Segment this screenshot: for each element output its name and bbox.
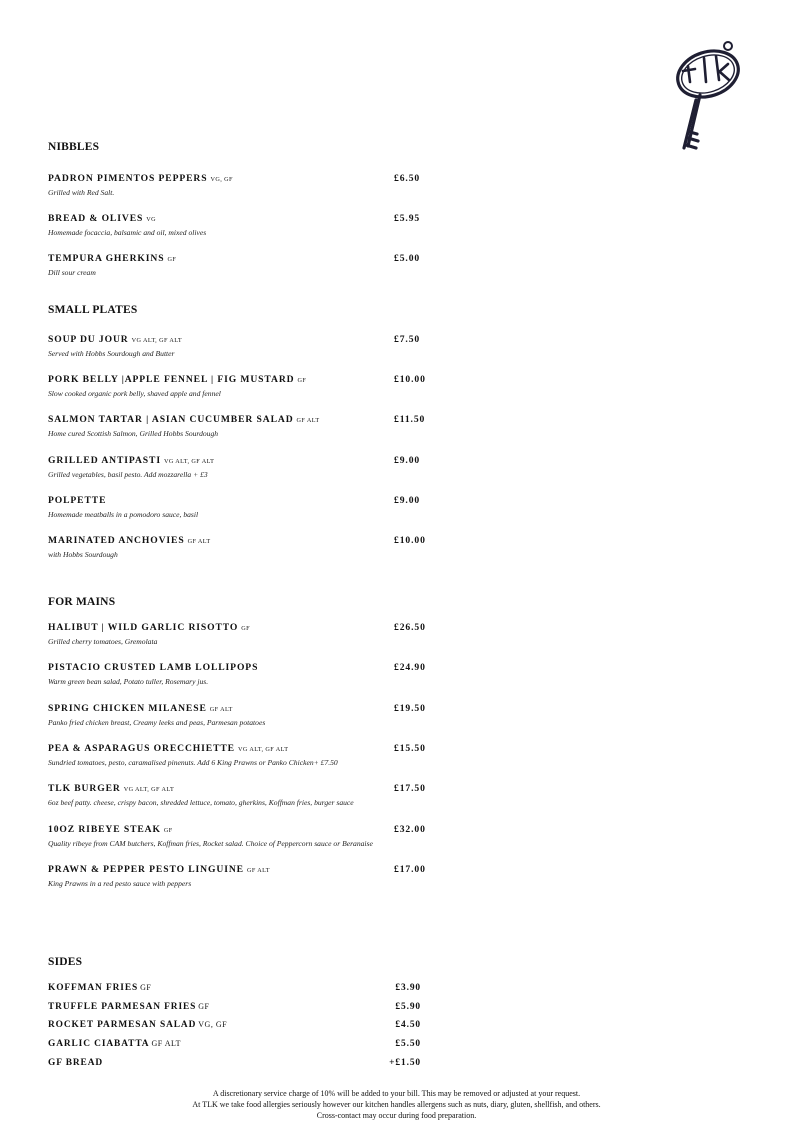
side-name: KOFFMAN FRIES	[48, 983, 139, 993]
side-tag: GF	[198, 1002, 210, 1011]
item-name: POLPETTE	[48, 495, 107, 506]
menu-item	[48, 864, 448, 888]
item-tag: GF	[241, 625, 251, 632]
item-price: £11.50	[394, 414, 426, 425]
side-tag: GF ALT	[151, 1039, 182, 1048]
section-title-small-plates: SMALL PLATES	[48, 304, 138, 316]
item-price: £5.00	[394, 253, 421, 264]
menu-item	[48, 824, 448, 848]
side-price: £5.90	[395, 1002, 421, 1012]
item-description: Home cured Scottish Salmon, Grilled Hobbs Sourdough	[48, 429, 219, 438]
menu-item	[48, 253, 448, 277]
side-item	[48, 1020, 448, 1030]
item-description: with Hobbs Sourdough	[48, 550, 118, 559]
item-name: GRILLED ANTIPASTI	[48, 455, 161, 466]
item-description: Served with Hobbs Sourdough and Butter	[48, 349, 175, 358]
side-price: £3.90	[395, 983, 421, 993]
side-name: GARLIC CIABATTA	[48, 1039, 150, 1049]
item-price: £17.50	[394, 783, 426, 794]
item-description: Grilled cherry tomatoes, Gremolata	[48, 637, 158, 646]
item-price: £15.50	[394, 743, 426, 754]
section-title-nibbles: NIBBLES	[48, 141, 100, 153]
item-tag: GF ALT	[187, 538, 211, 545]
item-name: PADRON PIMENTOS PEPPERS	[48, 173, 208, 184]
item-price: £19.50	[394, 703, 426, 714]
side-price: £4.50	[395, 1020, 421, 1030]
item-tag: VG ALT, GF ALT	[131, 337, 183, 344]
item-tag: VG, GF	[210, 176, 233, 183]
item-description: King Prawns in a red pesto sauce with peppers	[48, 879, 192, 888]
item-tag: GF	[163, 827, 173, 834]
item-price: £10.00	[394, 374, 426, 385]
footer-notice	[0, 1088, 793, 1121]
item-description: Grilled vegetables, basil pesto. Add mozzarella + £3	[48, 470, 208, 479]
menu-item	[48, 783, 448, 807]
item-description: 6oz beef patty. cheese, crispy bacon, shredded lettuce, tomato, gherkins, Koffman fries, burger sauce	[48, 798, 354, 807]
side-name: ROCKET PARMESAN SALAD	[48, 1020, 197, 1030]
side-item	[48, 1002, 448, 1012]
item-name: PISTACIO CRUSTED LAMB LOLLIPOPS	[48, 662, 259, 673]
item-name: BREAD & OLIVES	[48, 213, 144, 224]
side-tag: GF	[140, 983, 152, 992]
item-name: HALIBUT | WILD GARLIC RISOTTO	[48, 622, 239, 633]
side-price: £5.50	[395, 1039, 421, 1049]
item-price: £9.00	[394, 455, 421, 466]
menu-item	[48, 414, 448, 438]
item-name: TLK BURGER	[48, 783, 121, 794]
side-tag: VG, GF	[198, 1020, 228, 1029]
item-name: SPRING CHICKEN MILANESE	[48, 703, 207, 714]
menu-item	[48, 743, 448, 767]
section-title-mains: FOR MAINS	[48, 596, 116, 608]
menu-item	[48, 213, 448, 237]
item-tag: GF	[167, 256, 177, 263]
item-price: £26.50	[394, 622, 426, 633]
menu-item	[48, 495, 448, 519]
cross-contact-note: Cross-contact may occur during food preparation.	[316, 1111, 477, 1120]
item-tag: VG ALT, GF ALT	[123, 786, 175, 793]
item-description: Sundried tomatoes, pesto, caramalised pinenuts. Add 6 King Prawns or Panko Chicken+ £7.50	[48, 758, 338, 767]
item-price: £6.50	[394, 173, 421, 184]
menu-item	[48, 662, 448, 686]
side-price: +£1.50	[389, 1058, 421, 1068]
item-price: £32.00	[394, 824, 426, 835]
item-description: Quality ribeye from CAM butchers, Koffman fries, Rocket salad. Choice of Peppercorn sauce or Beranaise	[48, 839, 373, 848]
item-tag: GF ALT	[296, 417, 320, 424]
side-item	[48, 1039, 448, 1049]
item-price: £10.00	[394, 535, 426, 546]
item-description: Panko fried chicken breast, Creamy leeks and peas, Parmesan potatoes	[48, 718, 266, 727]
item-description: Homemade meatballs in a pomodoro sauce, basil	[48, 510, 199, 519]
item-price: £7.50	[394, 334, 421, 345]
side-name: GF BREAD	[48, 1058, 104, 1068]
menu-item	[48, 334, 448, 358]
item-price: £17.00	[394, 864, 426, 875]
key-logo-icon	[666, 38, 746, 158]
item-price: £5.95	[394, 213, 421, 224]
item-tag: VG ALT, GF ALT	[237, 746, 289, 753]
item-name: PEA & ASPARAGUS ORECCHIETTE	[48, 743, 235, 754]
side-item	[48, 983, 448, 993]
allergy-note: At TLK we take food allergies seriously however our kitchen handles allergens such as nuts, diary, gluten, shellfish, and others.	[192, 1100, 601, 1109]
item-name: SOUP DU JOUR	[48, 334, 129, 345]
item-description: Grilled with Red Salt.	[48, 188, 115, 197]
menu-item	[48, 173, 448, 197]
item-tag: GF ALT	[209, 706, 233, 713]
item-tag: GF ALT	[246, 867, 270, 874]
menu-item	[48, 622, 448, 646]
item-name: 10OZ RIBEYE STEAK	[48, 824, 161, 835]
item-tag: VG ALT, GF ALT	[163, 458, 215, 465]
side-name: TRUFFLE PARMESAN FRIES	[48, 1002, 197, 1012]
item-tag: VG	[146, 216, 156, 223]
menu-item	[48, 374, 448, 398]
item-name: PRAWN & PEPPER PESTO LINGUINE	[48, 864, 244, 875]
item-name: SALMON TARTAR | ASIAN CUCUMBER SALAD	[48, 414, 294, 425]
item-tag: GF	[297, 377, 307, 384]
menu-item	[48, 703, 448, 727]
item-description: Warm green bean salad, Potato tuller, Rosemary jus.	[48, 677, 209, 686]
item-name: TEMPURA GHERKINS	[48, 253, 165, 264]
section-title-sides: SIDES	[48, 956, 83, 968]
item-price: £9.00	[394, 495, 421, 506]
item-description: Slow cooked organic pork belly, shaved apple and fennel	[48, 389, 221, 398]
item-description: Dill sour cream	[48, 268, 96, 277]
service-charge-note: A discretionary service charge of 10% will be added to your bill. This may be removed or adjusted at your request.	[212, 1089, 581, 1098]
menu-item	[48, 535, 448, 559]
item-name: MARINATED ANCHOVIES	[48, 535, 185, 546]
item-price: £24.90	[394, 662, 426, 673]
item-description: Homemade focaccia, balsamic and oil, mixed olives	[48, 228, 207, 237]
item-name: PORK BELLY |APPLE FENNEL | FIG MUSTARD	[48, 374, 295, 385]
menu-item	[48, 455, 448, 479]
side-item	[48, 1058, 448, 1068]
